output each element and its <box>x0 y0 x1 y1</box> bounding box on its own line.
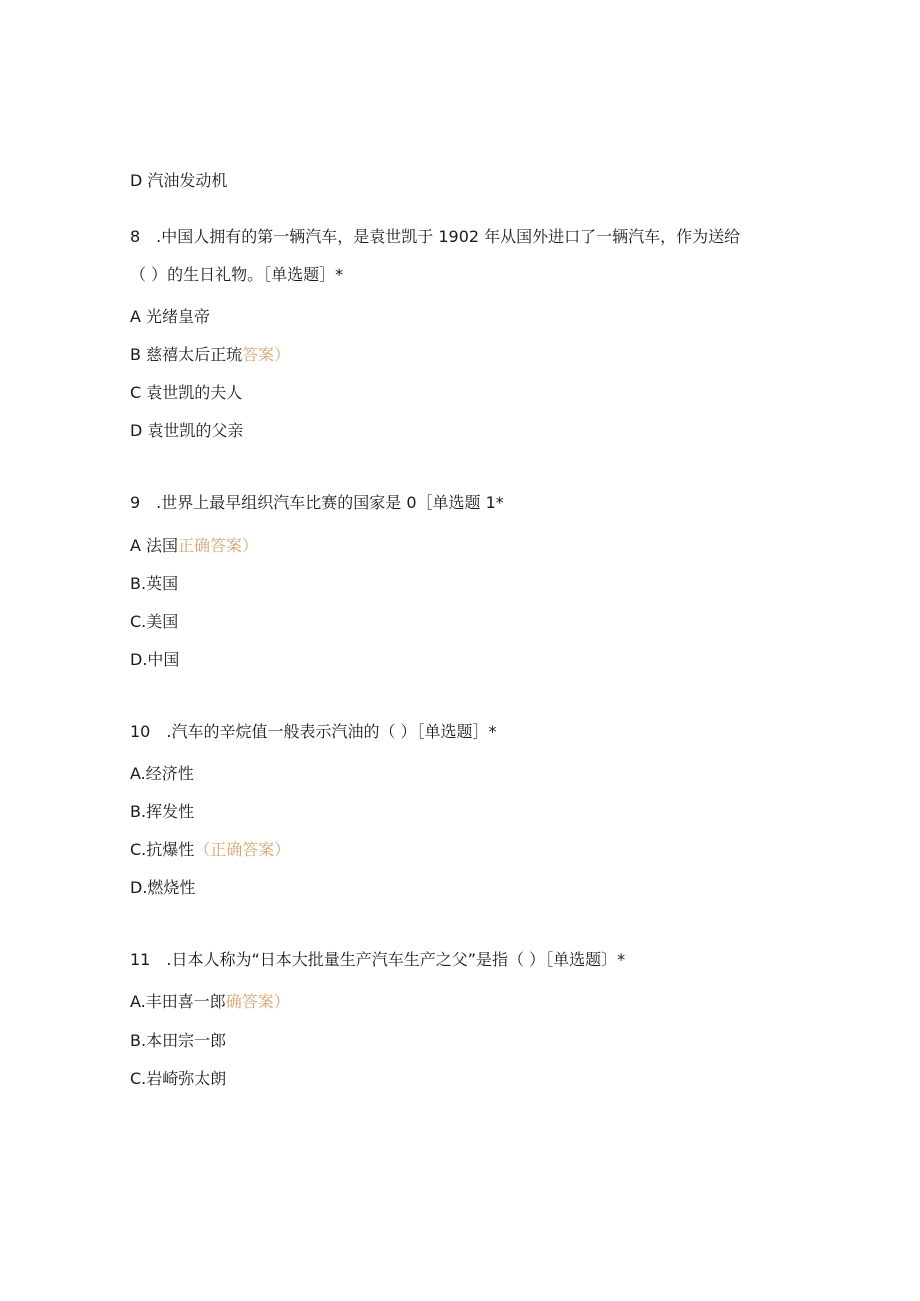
q11-option-a-label: A.丰田喜一郎 <box>130 992 226 1011</box>
q8-option-c: C 袁世凯的夫人 <box>130 383 243 402</box>
q8-option-b-label: B 慈禧太后正琉 <box>130 345 243 364</box>
q8-option-d: D 袁世凯的父亲 <box>130 421 244 440</box>
q10-option-d: D.燃烧性 <box>130 878 196 897</box>
q9-answer-mark: 正确答案） <box>178 536 259 555</box>
prev-option-d: D 汽油发动机 <box>130 171 228 190</box>
q9-option-d: D.中国 <box>130 650 180 669</box>
q10-option-b: B.挥发性 <box>130 802 195 821</box>
q11-option-a <box>130 991 290 1013</box>
q9-option-b: B.英国 <box>130 574 179 593</box>
q11-option-c: C.岩崎弥太朗 <box>130 1069 227 1088</box>
q10-option-c <box>130 839 290 861</box>
q8-option-a: A 光绪皇帝 <box>130 307 211 326</box>
question-8-text-line1: 8 .中国人拥有的第一辆汽车，是袁世凯于 1902 年从国外进口了一辆汽车，作为送给 <box>130 227 741 246</box>
q10-option-c-label: C.抗爆性 <box>130 840 195 859</box>
q9-option-a-label: A 法国 <box>130 536 179 555</box>
q10-answer-mark: （正确答案） <box>194 840 291 859</box>
question-11-text: 11 .日本人称为“日本大批量生产汽车生产之父”是指（ ）［单选题〕* <box>130 950 626 969</box>
q9-option-c: C.美国 <box>130 612 179 631</box>
q9-option-a <box>130 535 258 557</box>
q8-answer-mark: 答案） <box>242 345 291 364</box>
question-8-text-line2: （ ）的生日礼物。［单选题］* <box>130 265 344 284</box>
question-10-text: 10 .汽车的辛烷值一般表示汽油的（ ）［单选题］* <box>130 722 497 741</box>
q8-option-b <box>130 344 290 366</box>
q11-option-b: B.本田宗一郎 <box>130 1031 227 1050</box>
q10-option-a: A.经济性 <box>130 764 194 783</box>
q11-answer-mark: 确答案） <box>225 992 290 1011</box>
question-9-text: 9 .世界上最早组织汽车比赛的国家是 0［单选题 1* <box>130 493 504 512</box>
